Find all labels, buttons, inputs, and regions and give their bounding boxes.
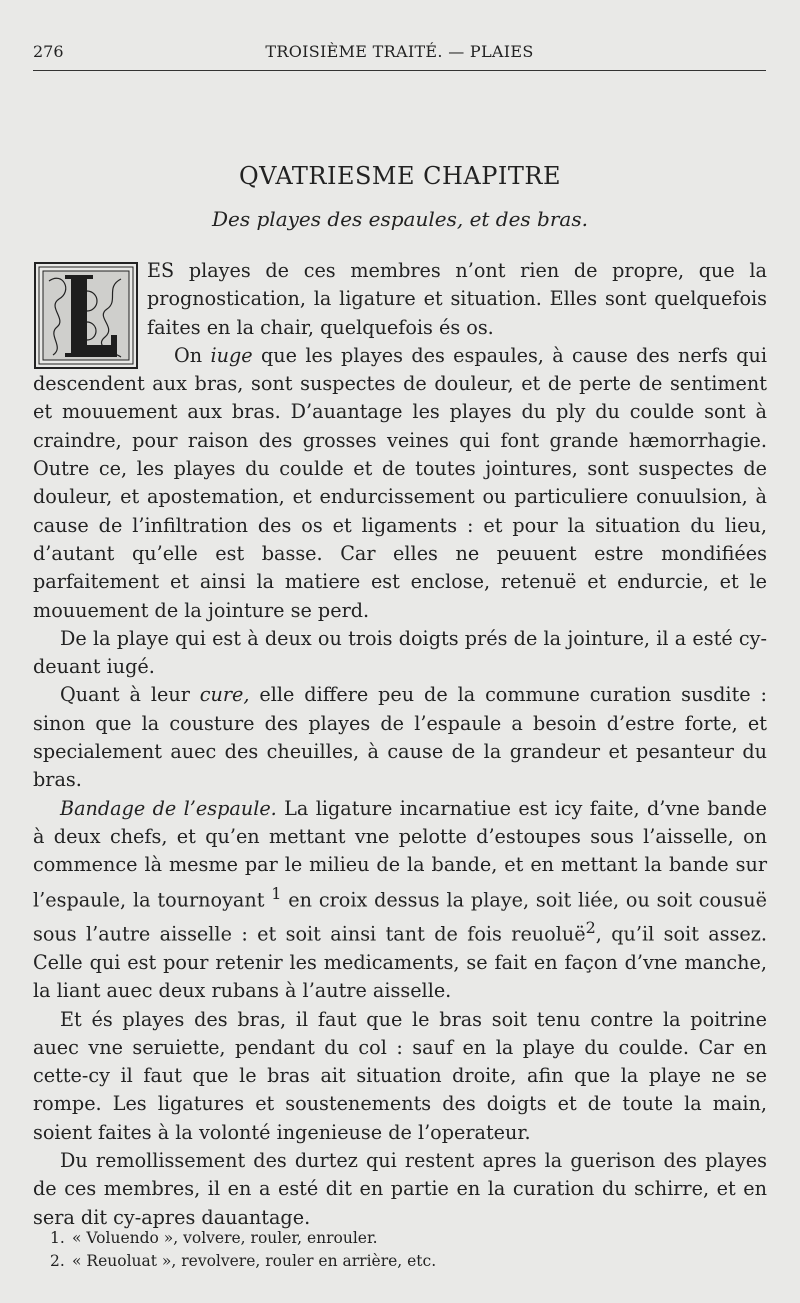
paragraph [33, 1147, 767, 1232]
footnote-number: 1. [50, 1229, 65, 1247]
paragraph [33, 342, 767, 625]
paragraph-text: ES playes de ces membres n’ont rien de propre, que la prognostication, la ligature et situation. Elles sont quelquefois faites en la chair, quelquefois és os. [147, 259, 767, 339]
footnote-ref: 1 [271, 883, 282, 903]
paragraph [33, 1006, 767, 1147]
italic-term: cure, [199, 683, 250, 707]
footnote-text: « Reuoluat », revolvere, rouler en arrière, etc. [72, 1252, 437, 1270]
ornamental-initial-L-icon [33, 261, 139, 370]
text-run: en croix dessus la playe, soit liée, ou soit cousuë sous l’autre aisselle : et soit ainsi tant de fois reuoluë [33, 887, 767, 946]
chapter-subtitle: Des playes des espaules, et des bras. [212, 207, 588, 231]
italic-heading: Bandage de l’espaule. [60, 796, 277, 820]
paragraph [33, 625, 767, 682]
text-run: On [174, 343, 211, 367]
footnote-text: « Voluendo », volvere, rouler, enrouler. [72, 1229, 378, 1247]
paragraph [33, 681, 767, 794]
text-run: elle differe peu de la commune curation susdite : sinon que la cousture des playes de l’espaule a besoin d’estre forte, et specialement auec des cheuilles, à cause de la grandeur et pesanteur du bras. [33, 683, 768, 792]
running-title: TROISIÈME TRAITÉ. — PLAIES [265, 42, 534, 61]
footnote [50, 1250, 750, 1273]
text-run: Du remollissement des durtez qui restent apres la guerison des playes de ces membres, il en a esté dit en partie en la curation du schirre, et en sera dit cy-apres dauantage. [33, 1148, 767, 1229]
text-run: , qu’il soit assez. Celle qui est pour retenir les medicaments, se fait en façon d’vne manche, la liant auec deux rubans à l’autre aisselle. [33, 922, 767, 1003]
page-number: 276 [33, 42, 64, 61]
body-text [33, 257, 767, 1232]
footnote-number: 2. [50, 1252, 65, 1270]
footnotes [50, 1227, 750, 1273]
text-run: De la playe qui est à deux ou trois doigts prés de la jointure, il a esté cy-deuant iugé. [33, 626, 767, 679]
chapter-title: QVATRIESME CHAPITRE [239, 162, 561, 190]
footnote [50, 1227, 750, 1250]
paragraph [33, 257, 767, 342]
paragraph [33, 795, 767, 1006]
text-run: que les playes des espaules, à cause des nerfs qui descendent aux bras, sont suspectes de douleur, et de perte de sentiment et mouuement aux bras. D’auantage les playes du ply du coulde sont à craindre, pour raison des grosses veines qui font grande hæmorrhagie. Outre ce, les playes du coulde et de toutes jointures, sont suspectes de douleur, et apostemation, et endurcissement ou particuliere conuulsion, à cause de l’infiltration des os et ligaments : et pour la situation du lieu, d’autant qu’elle est basse. Car elles ne peuuent estre mondifiées parfaitement et ainsi la matiere est enclose, retenuë et endurcie, et le mouuement de la jointure se perd. [33, 343, 768, 622]
running-header [33, 34, 766, 71]
text-run: Quant à leur [60, 683, 200, 707]
italic-term: iuge [210, 343, 253, 367]
text-run: La ligature incarnatiue est icy faite, d’vne bande à deux chefs, et qu’en mettant vne pelotte d’estoupes sous l’aisselle, on commence là mesme par le milieu de la bande, et en mettant la bande sur l’espaule, la tournoyant [33, 796, 767, 911]
text-run: Et és playes des bras, il faut que le bras soit tenu contre la poitrine auec vne seruiette, pendant du col : sauf en la playe du coulde. Car en cette-cy il faut que le bras ait situation droite, afin que la playe ne se rompe. Les ligatures et soustenements des doigts et de toute la main, soient faites à la volonté ingenieuse de l’operateur. [33, 1007, 767, 1144]
footnote-ref: 2 [585, 918, 596, 938]
